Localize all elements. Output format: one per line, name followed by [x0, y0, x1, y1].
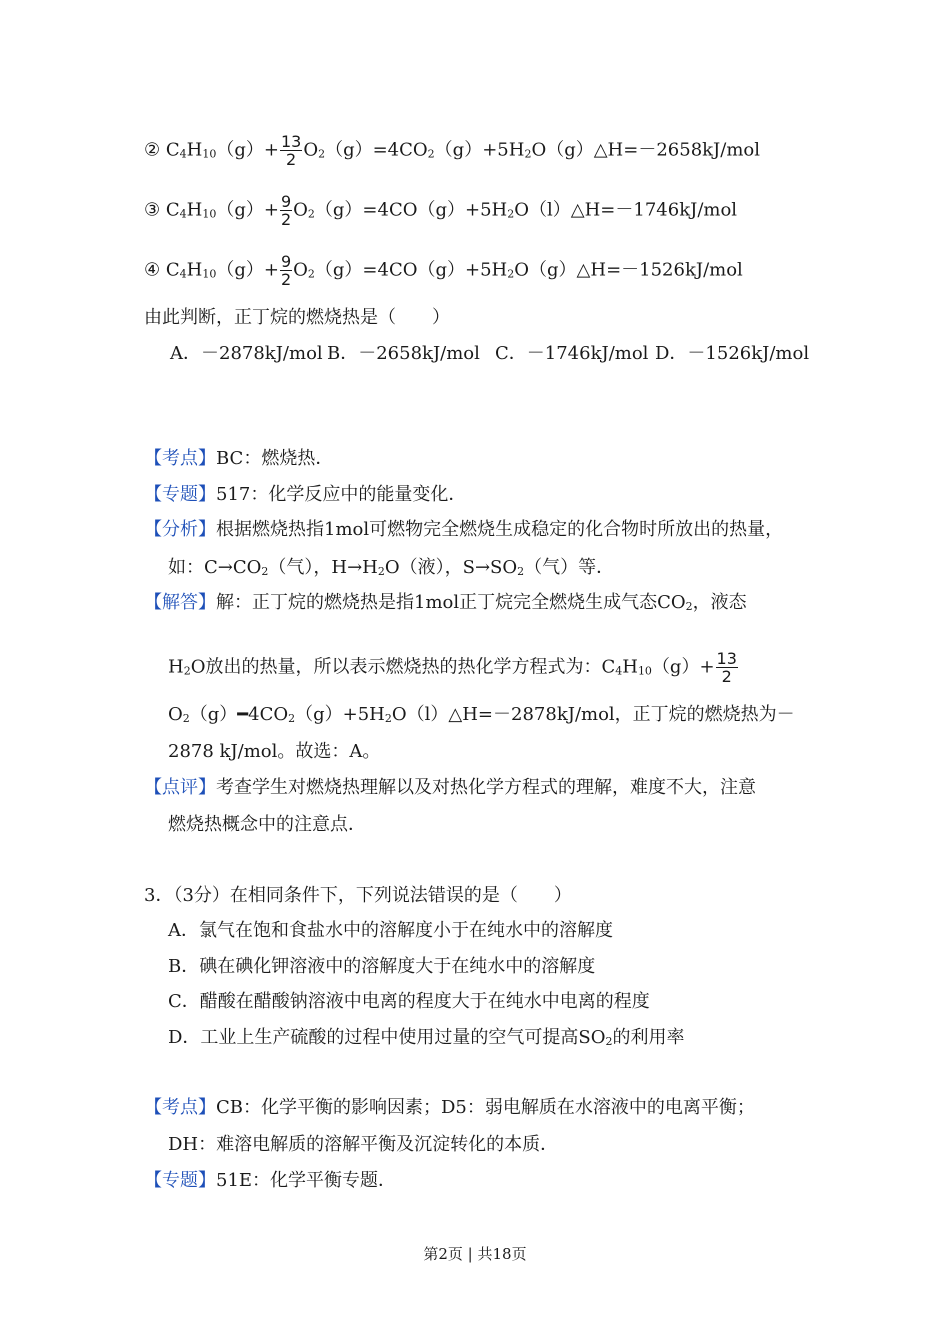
- page-footer: 第2页 | 共18页: [423, 1245, 527, 1263]
- jieda-text: O（l）△H=－2878kJ/mol，正丁烷的燃烧热为－: [391, 704, 795, 725]
- jieda-text: 解：正丁烷的燃烧热是指1mol正丁烷完全燃烧生成气态CO: [216, 592, 686, 613]
- eq-text: O（l）△H=－1746kJ/mol: [514, 199, 738, 221]
- kaodian-line: [144, 447, 333, 471]
- subscript: 10: [202, 147, 217, 161]
- eq-text: H: [186, 139, 203, 161]
- jieda-text: H: [622, 656, 638, 678]
- eq-text: （g）+: [216, 259, 279, 281]
- subscript: 10: [637, 664, 652, 678]
- subscript: 2: [507, 207, 515, 221]
- q3-kaodian-line-2: DH：难溶电解质的溶解平衡及沉淀转化的本质．: [168, 1134, 559, 1155]
- subscript: 2: [183, 664, 191, 678]
- equation-4: [144, 253, 743, 288]
- jieda-text: O放出的热量，所以表示燃烧热的热化学方程式为：C: [190, 656, 616, 678]
- subscript: 2: [384, 712, 392, 725]
- eq-text: （g）=4CO: [325, 139, 428, 161]
- zhuanti-line: [144, 483, 466, 507]
- eq-text: C: [160, 199, 180, 221]
- fenxi-text: 根据燃烧热指1mol可燃物完全燃烧生成稳定的化合物时所放出的热量，: [216, 519, 784, 540]
- subscript: 4: [179, 267, 187, 281]
- option-text: 的利用率: [612, 1027, 685, 1048]
- fraction-denominator: 2: [280, 270, 292, 289]
- zhuanti-text: 517：化学反应中的能量变化．: [216, 484, 467, 505]
- q3-kaodian-line-1: [144, 1096, 755, 1120]
- jieda-text: （g）━4CO: [189, 704, 289, 725]
- eq-text: O: [293, 259, 308, 281]
- jieda-tag: 【解答】: [144, 592, 216, 613]
- dianping-text: 考查学生对燃烧热理解以及对热化学方程式的理解，难度不大，注意: [216, 777, 756, 798]
- eq-text: （g）=4CO（g）+5H: [314, 199, 508, 221]
- eq-text: O（g）△H=－1526kJ/mol: [514, 259, 743, 281]
- fraction-numerator: 13: [716, 649, 737, 668]
- eq-text: O: [303, 139, 319, 161]
- jieda-text: （g）+5H: [295, 704, 385, 725]
- eq-text: C: [160, 259, 180, 281]
- eq-text: （g）+5H: [434, 139, 525, 161]
- jieda-text: ，液态: [692, 592, 747, 613]
- eq-text: C: [160, 139, 180, 161]
- eq-text: （g）=4CO（g）+5H: [314, 259, 508, 281]
- fenxi-text: O（液），S→SO: [384, 557, 518, 578]
- dianping-line-1: [144, 776, 756, 800]
- option-c: C．－1746kJ/mol: [495, 343, 649, 364]
- q3-option-a: A．氯气在饱和食盐水中的溶解度小于在纯水中的溶解度: [168, 920, 613, 941]
- eq-text: O（g）△H=－2658kJ/mol: [531, 139, 760, 161]
- eq-text: （g）+: [216, 199, 279, 221]
- subscript: 2: [524, 147, 532, 161]
- dianping-tag: 【点评】: [144, 777, 216, 798]
- fenxi-line-1: [144, 518, 783, 542]
- fraction-denominator: 2: [721, 667, 732, 686]
- fraction-numerator: 9: [280, 192, 292, 211]
- eq-text: （g）+: [216, 139, 279, 161]
- subscript: 10: [202, 207, 217, 221]
- jieda-line-2: [168, 650, 739, 685]
- jieda-text: （g）+: [651, 656, 715, 678]
- fenxi-text: 如：C→CO: [168, 557, 262, 578]
- q3-option-d: [168, 1026, 685, 1050]
- kaodian-text: BC：燃烧热．: [216, 448, 334, 469]
- subscript: 10: [202, 267, 217, 281]
- subscript: 2: [261, 565, 269, 578]
- equation-number: ④: [144, 259, 161, 281]
- jieda-text: O: [168, 704, 183, 725]
- fraction: [280, 133, 302, 168]
- equation-number: ②: [144, 139, 161, 161]
- jieda-line-1: [144, 591, 747, 615]
- subscript: 2: [288, 712, 296, 725]
- equation-3: [144, 193, 737, 228]
- subscript: 2: [605, 1035, 613, 1048]
- subscript: 2: [685, 600, 693, 613]
- subscript: 2: [307, 267, 315, 281]
- kaodian-tag: 【考点】: [144, 448, 216, 469]
- subscript: 2: [377, 565, 385, 578]
- fraction-numerator: 9: [280, 252, 292, 271]
- fenxi-line-2: [168, 556, 614, 580]
- question-2-stem: 由此判断，正丁烷的燃烧热是（ ）: [144, 307, 450, 328]
- equation-number: ③: [144, 199, 161, 221]
- fenxi-tag: 【分析】: [144, 519, 216, 540]
- fraction: [280, 253, 292, 288]
- fraction-denominator: 2: [280, 210, 292, 229]
- option-b: B．－2658kJ/mol: [327, 343, 480, 364]
- fraction-denominator: 2: [286, 150, 297, 169]
- question-3-stem: 3．（3分）在相同条件下，下列说法错误的是（ ）: [144, 885, 572, 906]
- dianping-line-2: 燃烧热概念中的注意点．: [168, 814, 366, 835]
- jieda-line-3: [168, 703, 795, 727]
- zhuanti-text: 51E：化学平衡专题．: [216, 1170, 397, 1191]
- option-d: D．－1526kJ/mol: [655, 343, 810, 364]
- fraction: [716, 650, 738, 685]
- option-text: D．工业上生产硫酸的过程中使用过量的空气可提高SO: [168, 1027, 606, 1048]
- eq-text: H: [186, 259, 203, 281]
- fenxi-text: （气）等．: [524, 557, 615, 578]
- subscript: 2: [507, 267, 515, 281]
- zhuanti-tag: 【专题】: [144, 484, 216, 505]
- subscript: 2: [307, 207, 315, 221]
- fenxi-text: （气），H→H: [268, 557, 378, 578]
- jieda-text: H: [168, 656, 184, 678]
- jieda-line-4: 2878 kJ/mol。故选：A。: [168, 741, 381, 762]
- subscript: 2: [318, 147, 326, 161]
- q3-zhuanti-line: [144, 1169, 396, 1193]
- subscript: 4: [179, 207, 187, 221]
- fraction-numerator: 13: [280, 132, 302, 151]
- subscript: 4: [179, 147, 187, 161]
- equation-2: [144, 133, 760, 168]
- eq-text: O: [293, 199, 308, 221]
- fraction: [280, 193, 292, 228]
- zhuanti-tag: 【专题】: [144, 1170, 216, 1191]
- subscript: 2: [517, 565, 525, 578]
- subscript: 4: [615, 664, 623, 678]
- option-a: A．－2878kJ/mol: [170, 343, 323, 364]
- q3-option-b: B．碘在碘化钾溶液中的溶解度大于在纯水中的溶解度: [168, 956, 596, 977]
- q3-option-c: C．醋酸在醋酸钠溶液中电离的程度大于在纯水中电离的程度: [168, 991, 650, 1012]
- subscript: 2: [182, 712, 190, 725]
- kaodian-text: CB：化学平衡的影响因素；D5：弱电解质在水溶液中的电离平衡；: [216, 1097, 755, 1118]
- subscript: 2: [427, 147, 435, 161]
- kaodian-tag: 【考点】: [144, 1097, 216, 1118]
- eq-text: H: [186, 199, 203, 221]
